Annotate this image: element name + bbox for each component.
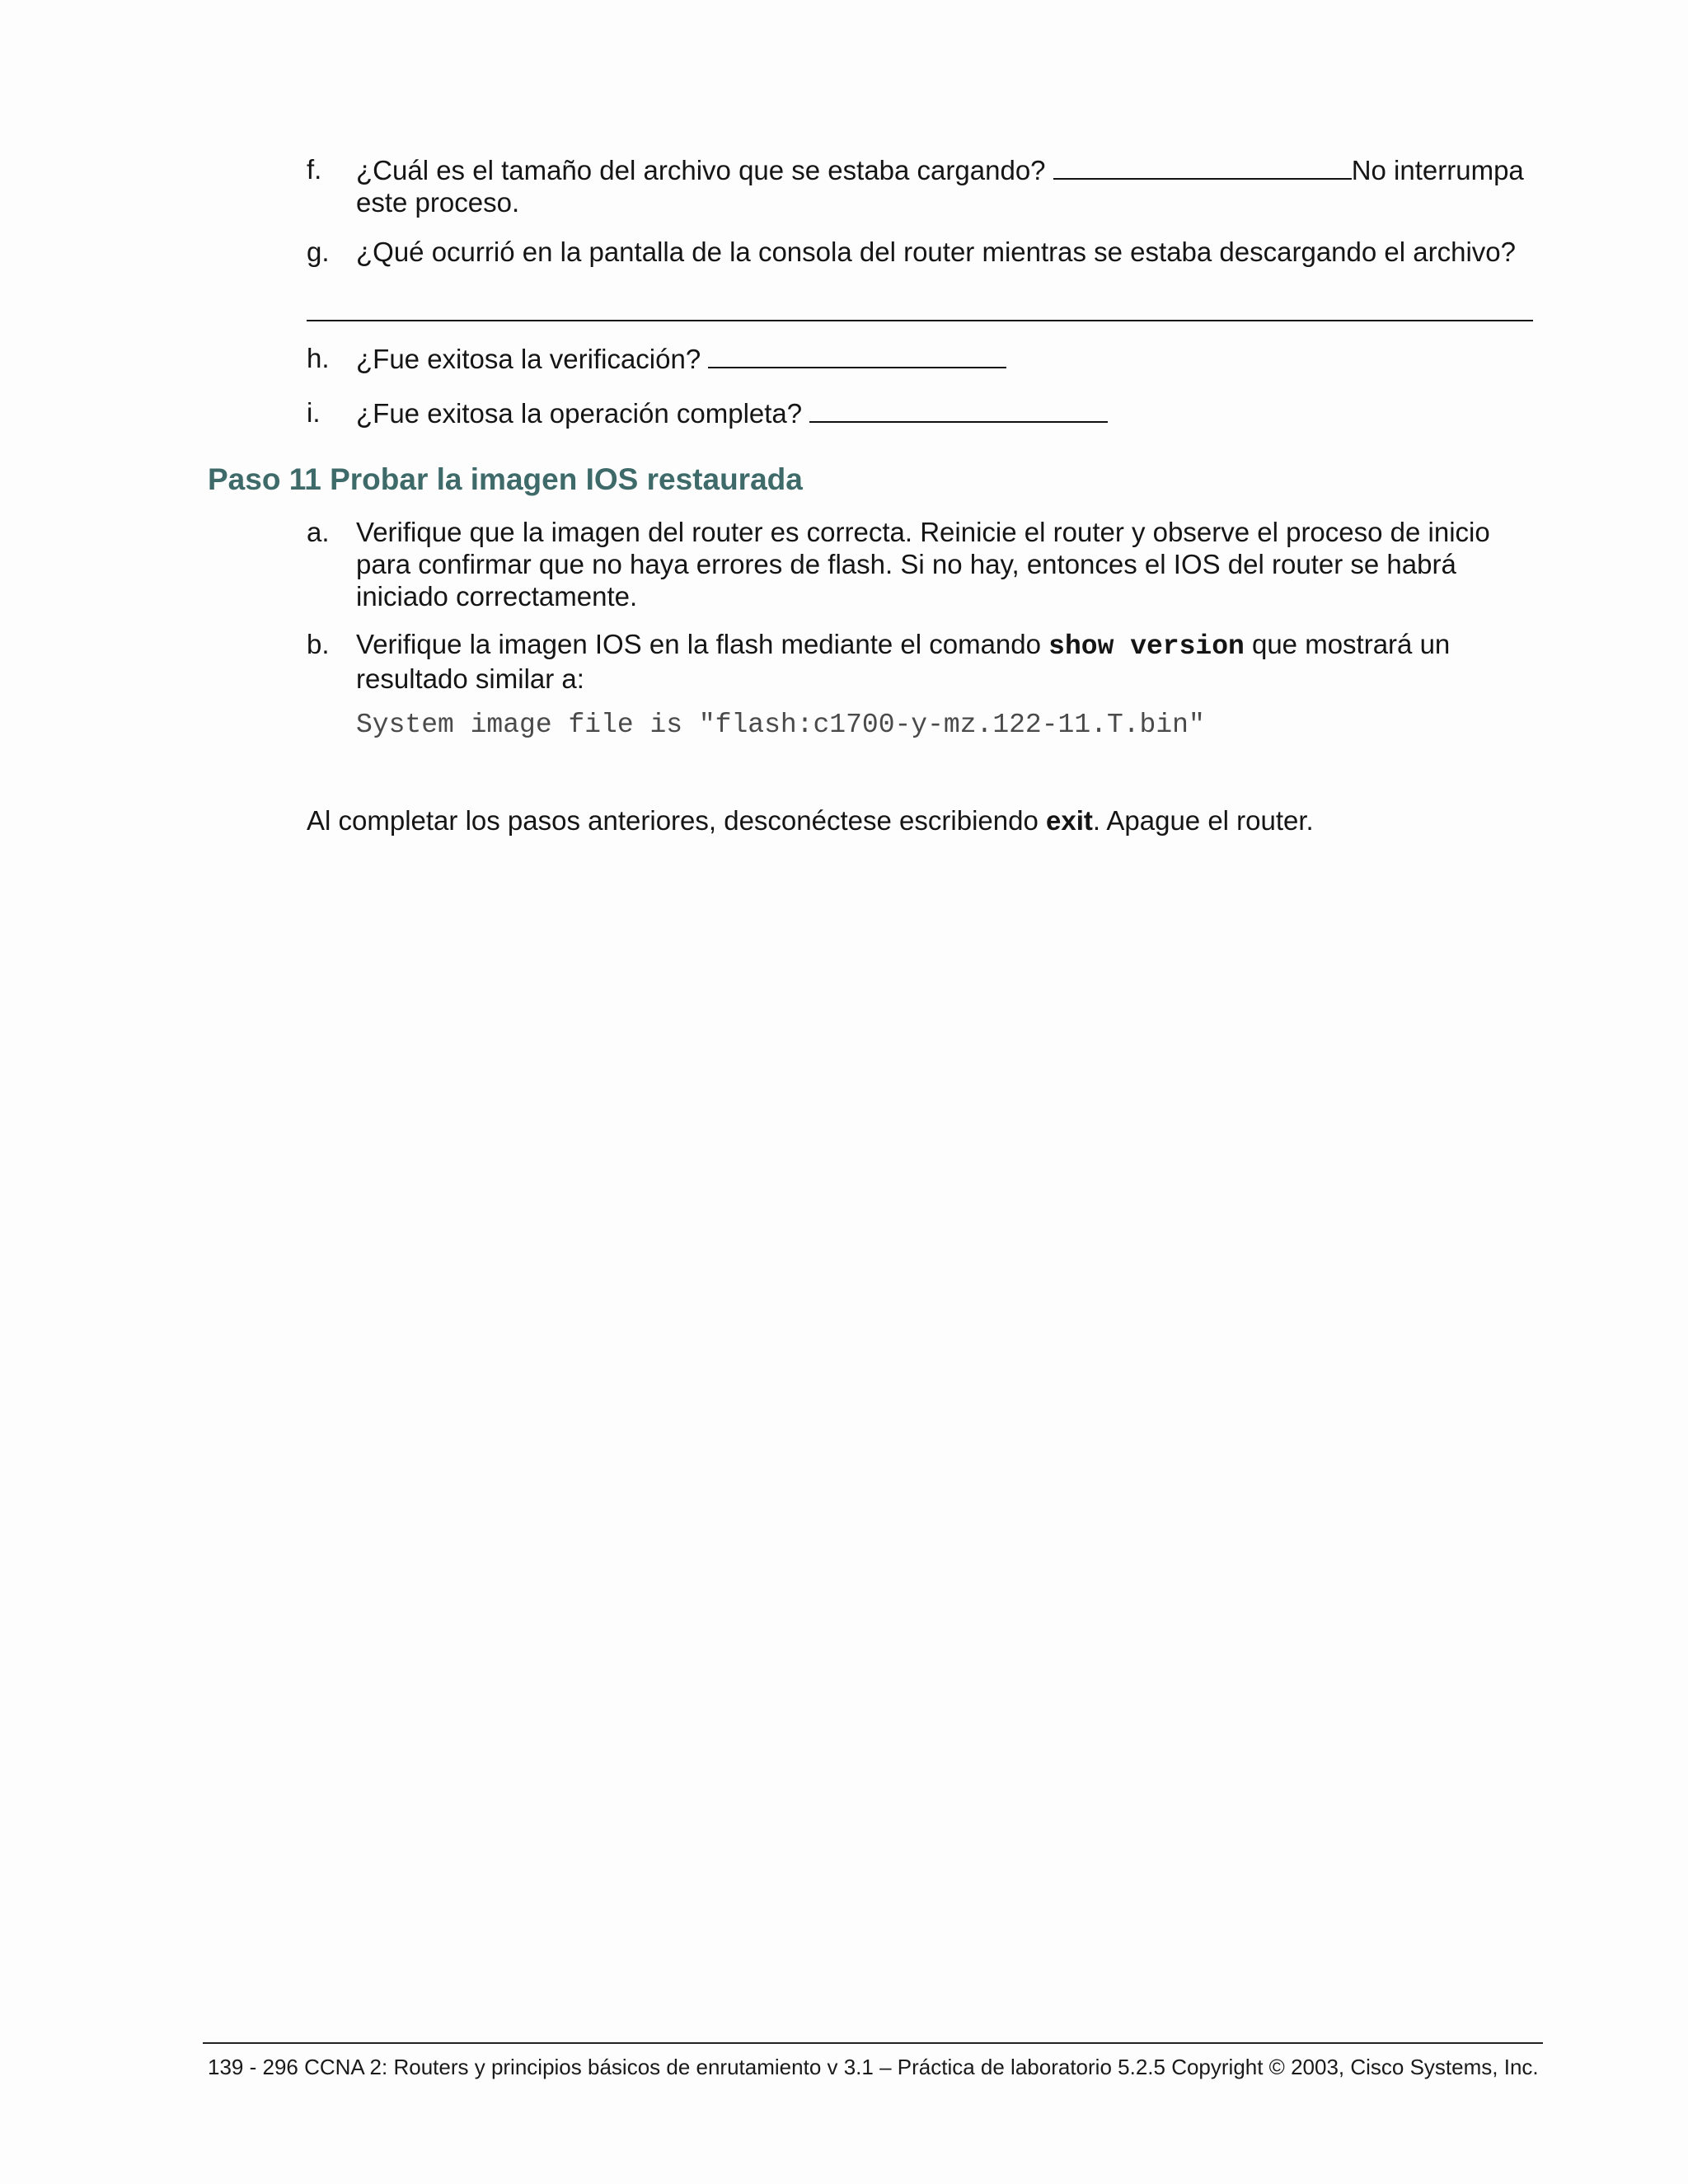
- question-i-prompt: ¿Fue exitosa la operación completa?: [356, 398, 810, 429]
- step-11-item-b-letter: b.: [307, 629, 330, 659]
- question-h-text: [356, 342, 1543, 375]
- closing-text-end: . Apague el router.: [1092, 805, 1314, 836]
- question-f-answer-blank[interactable]: [1053, 153, 1352, 180]
- step-11-item-a-line2: para confirmar que no haya errores de flash. Si no hay, entonces el IOS del router se habrá: [356, 549, 1456, 579]
- step-11-item-b-line2: resultado similar a:: [356, 663, 584, 694]
- step-11-heading: Paso 11 Probar la imagen IOS restaurada: [208, 462, 803, 496]
- closing-instruction: [307, 804, 1314, 837]
- question-i-letter: i.: [307, 397, 321, 428]
- question-f-note: No interrumpa: [1351, 155, 1524, 185]
- question-f-note-cont: este proceso.: [356, 187, 520, 218]
- question-f-letter: f.: [307, 154, 322, 185]
- question-f-prompt: ¿Cuál es el tamaño del archivo que se estaba cargando?: [356, 155, 1053, 185]
- question-g-text: ¿Qué ocurrió en la pantalla de la consola del router mientras se estaba descargando el archivo?: [356, 237, 1516, 267]
- question-g-answer-line[interactable]: [307, 320, 1533, 321]
- step-11-item-a-text: [356, 516, 1543, 612]
- step-11-item-b-text: [356, 628, 1543, 695]
- question-g-letter: g.: [307, 237, 330, 267]
- exit-command: exit: [1045, 805, 1093, 836]
- step-11-item-b-prompt: Verifique la imagen IOS en la flash mediante el comando: [356, 629, 1049, 659]
- question-h-letter: h.: [307, 343, 330, 373]
- step-11-item-a-letter: a.: [307, 517, 330, 547]
- question-f-text: [356, 153, 1543, 218]
- show-version-command: show version: [1048, 631, 1245, 662]
- step-11-item-a-line3: iniciado correctamente.: [356, 581, 638, 612]
- question-h-answer-blank[interactable]: [708, 342, 1006, 368]
- closing-text: Al completar los pasos anteriores, desconéctese escribiendo: [307, 805, 1046, 836]
- page-footer: 139 - 296 CCNA 2: Routers y principios básicos de enrutamiento v 3.1 – Práctica de laboratorio 5.2.5 Copyright © 2003, Cisco Systems, Inc.: [208, 2055, 1539, 2079]
- footer-divider: [203, 2042, 1543, 2044]
- system-image-output: System image file is "flash:c1700-y-mz.122-11.T.bin": [356, 710, 1205, 740]
- question-i-answer-blank[interactable]: [809, 396, 1108, 423]
- question-h-prompt: ¿Fue exitosa la verificación?: [356, 344, 709, 374]
- question-i-text: [356, 396, 1543, 429]
- step-11-item-a-line1: Verifique que la imagen del router es correcta. Reinicie el router y observe el proceso de inicio: [356, 517, 1490, 547]
- step-11-item-b-after: que mostrará un: [1244, 629, 1451, 659]
